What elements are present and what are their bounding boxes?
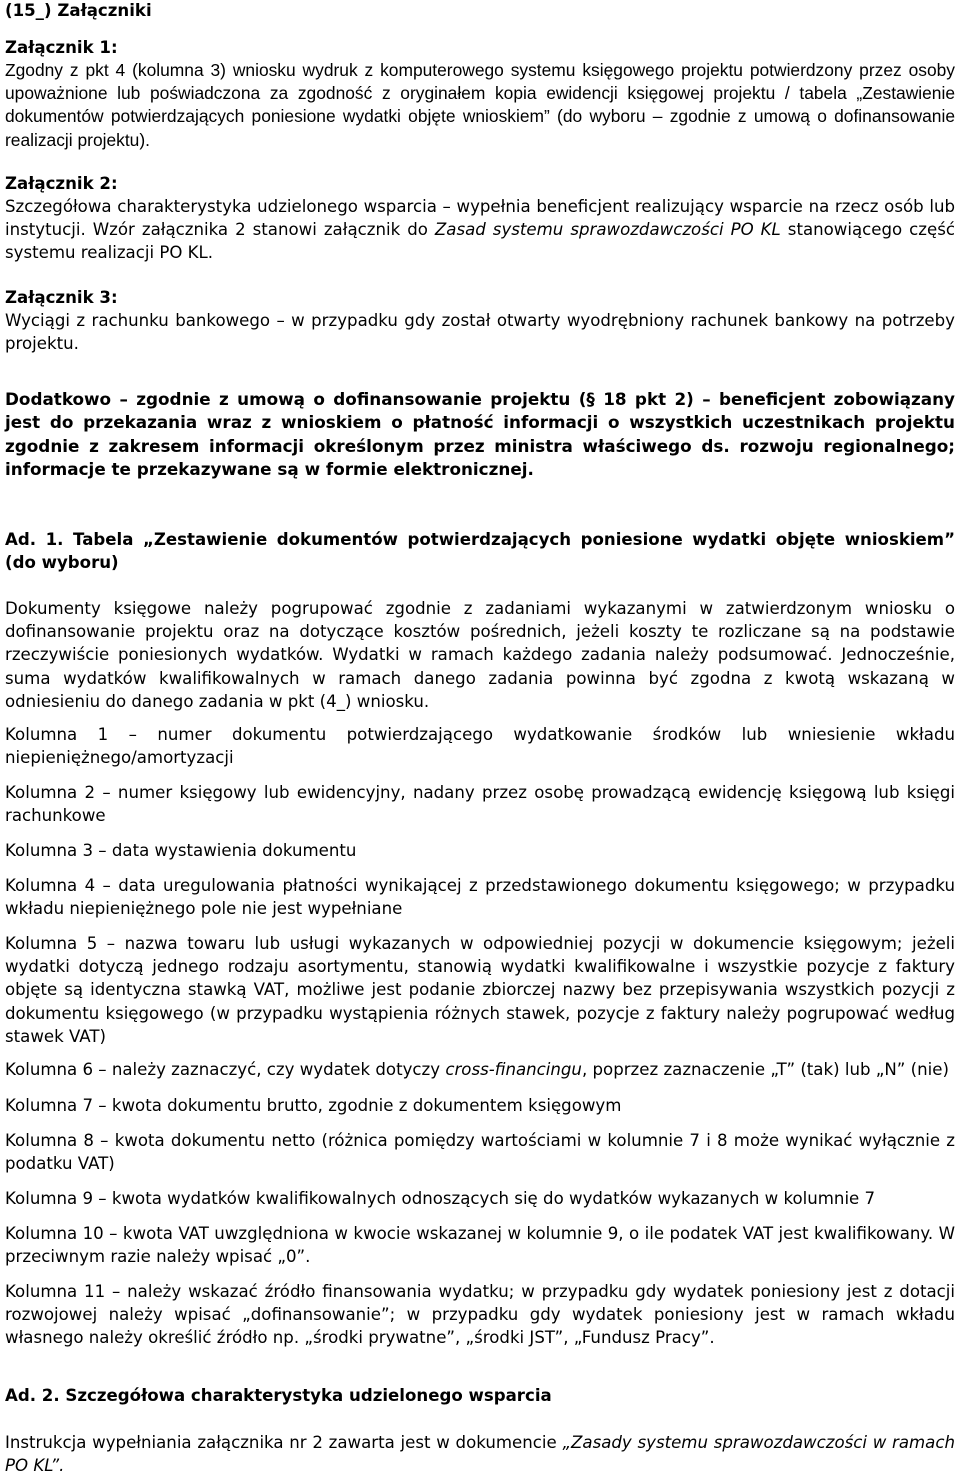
attachment-1-heading: Załącznik 1: bbox=[5, 38, 118, 57]
column-10-desc: Kolumna 10 – kwota VAT uwzględniona w kwocie wskazanej w kolumnie 9, o ile podatek VAT jest kwalifikowany. W przeciwnym razie należy wpisać „0”. bbox=[5, 1224, 955, 1267]
column-9-desc: Kolumna 9 – kwota wydatków kwalifikowalnych odnoszących się do wydatków wykazanych w kolumnie 7 bbox=[5, 1189, 876, 1208]
column-11-desc: Kolumna 11 – należy wskazać źródło finansowania wydatku; w przypadku gdy wydatek poniesiony jest z dotacji rozwojowej należy wpisać „dofinansowanie”; w przypadku gdy wydatek poniesiony jest w ramach wkładu własnego należy określić źródło np. „środki prywatne”, „środki JST”, „Fundusz Pracy”. bbox=[5, 1282, 955, 1348]
additional-note: Dodatkowo – zgodnie z umową o dofinansowanie projektu (§ 18 pkt 2) – beneficjent zobowiązany jest do przekazania wraz z wnioskiem o płatność informacji o wszystkich uczestnikach projektu zgodnie z zakresem informacji określonym przez ministra właściwego ds. rozwoju regionalnego; informacje te przekazywane są w formie elektronicznej. bbox=[5, 389, 955, 480]
attachment-3-heading: Załącznik 3: bbox=[5, 288, 118, 307]
column-7-desc: Kolumna 7 – kwota dokumentu brutto, zgodnie z dokumentem księgowym bbox=[5, 1096, 622, 1115]
ad1-intro: Dokumenty księgowe należy pogrupować zgodnie z zadaniami wykazanymi w zatwierdzonym wniosku o dofinansowanie projektu oraz na dotyczące kosztów pośrednich, jeżeli koszty te rozliczane są na podstawie rzeczywiście poniesionych wydatków. Wydatki w ramach każdego zadania należy podsumować. Jednocześnie, suma wydatków kwalifikowalnych w ramach danego zadania powinna być zgodna z kwotą wskazaną w odniesieniu do danego zadania w pkt (4_) wniosku. bbox=[5, 599, 955, 711]
ad2-heading: Ad. 2. Szczegółowa charakterystyka udzielonego wsparcia bbox=[5, 1386, 552, 1405]
column-6-desc: Kolumna 6 – należy zaznaczyć, czy wydatek dotyczy cross-financingu, poprzez zaznaczenie „T” (tak) lub „N” (nie) bbox=[5, 1060, 949, 1079]
attachment-2-body: Szczegółowa charakterystyka udzielonego wsparcia – wypełnia beneficjent realizujący wsparcie na rzecz osób lub instytucji. Wzór załącznika 2 stanowi załącznik do Zasad systemu sprawozdawczości PO KL stanowiącego część systemu realizacji PO KL. bbox=[5, 197, 955, 263]
attachment-1-body: Zgodny z pkt 4 (kolumna 3) wniosku wydruk z komputerowego systemu księgowego projektu potwierdzony przez osoby upoważnione lub poświadczona za zgodność z oryginałem kopia ewidencji księgowej projektu / tabela „Zestawienie dokumentów potwierdzających poniesione wydatki objęte wnioskiem” (do wyboru – zgodnie z umową o dofinansowanie realizacji projektu). bbox=[5, 60, 955, 150]
column-2-desc: Kolumna 2 – numer księgowy lub ewidencyjny, nadany przez osobę prowadzącą ewidencję księgową lub księgi rachunkowe bbox=[5, 783, 955, 826]
ad2-doc-title: „Zasady systemu sprawozdawczości w ramach PO KL”. bbox=[5, 1433, 955, 1476]
attachment-2-heading: Załącznik 2: bbox=[5, 174, 118, 193]
attachment-3-body: Wyciągi z rachunku bankowego – w przypadku gdy został otwarty wyodrębniony rachunek bankowy na potrzeby projektu. bbox=[5, 311, 955, 354]
ad2-instruction: Instrukcja wypełniania załącznika nr 2 zawarta jest w dokumencie „Zasady systemu sprawozdawczości w ramach PO KL”. bbox=[5, 1433, 955, 1476]
column-5-desc: Kolumna 5 – nazwa towaru lub usługi wykazanych w odpowiedniej pozycji w dokumencie księgowym; jeżeli wydatki dotyczą jednego rodzaju asortymentu, stanowią wydatki kwalifikowalne i wszystkie pozycje z faktury objęte są identyczna stawką VAT, możliwe jest podanie zbiorczej nazwy bez przepisywania wszystkich pozycji z dokumentu księgowego (w przypadku wystąpienia różnych stawek, pozycje z faktury należy pogrupować według stawek VAT) bbox=[5, 934, 955, 1046]
column-8-desc: Kolumna 8 – kwota dokumentu netto (różnica pomiędzy wartościami w kolumnie 7 i 8 może wynikać wyłącznie z podatku VAT) bbox=[5, 1131, 955, 1174]
column-3-desc: Kolumna 3 – data wystawienia dokumentu bbox=[5, 841, 357, 860]
section-title: (15_) Załączniki bbox=[5, 1, 152, 20]
ad1-heading: Ad. 1. Tabela „Zestawienie dokumentów potwierdzających poniesione wydatki objęte wnioskiem” (do wyboru) bbox=[5, 530, 955, 573]
attachment-2-doc-title: Zasad systemu sprawozdawczości PO KL bbox=[434, 220, 781, 240]
column-1-desc: Kolumna 1 – numer dokumentu potwierdzającego wydatkowanie środków lub wniesienie wkładu niepieniężnego/amortyzacji bbox=[5, 725, 955, 768]
column-4-desc: Kolumna 4 – data uregulowania płatności wynikającej z przedstawionego dokumentu księgowego; w przypadku wkładu niepieniężnego pole nie jest wypełniane bbox=[5, 876, 955, 919]
